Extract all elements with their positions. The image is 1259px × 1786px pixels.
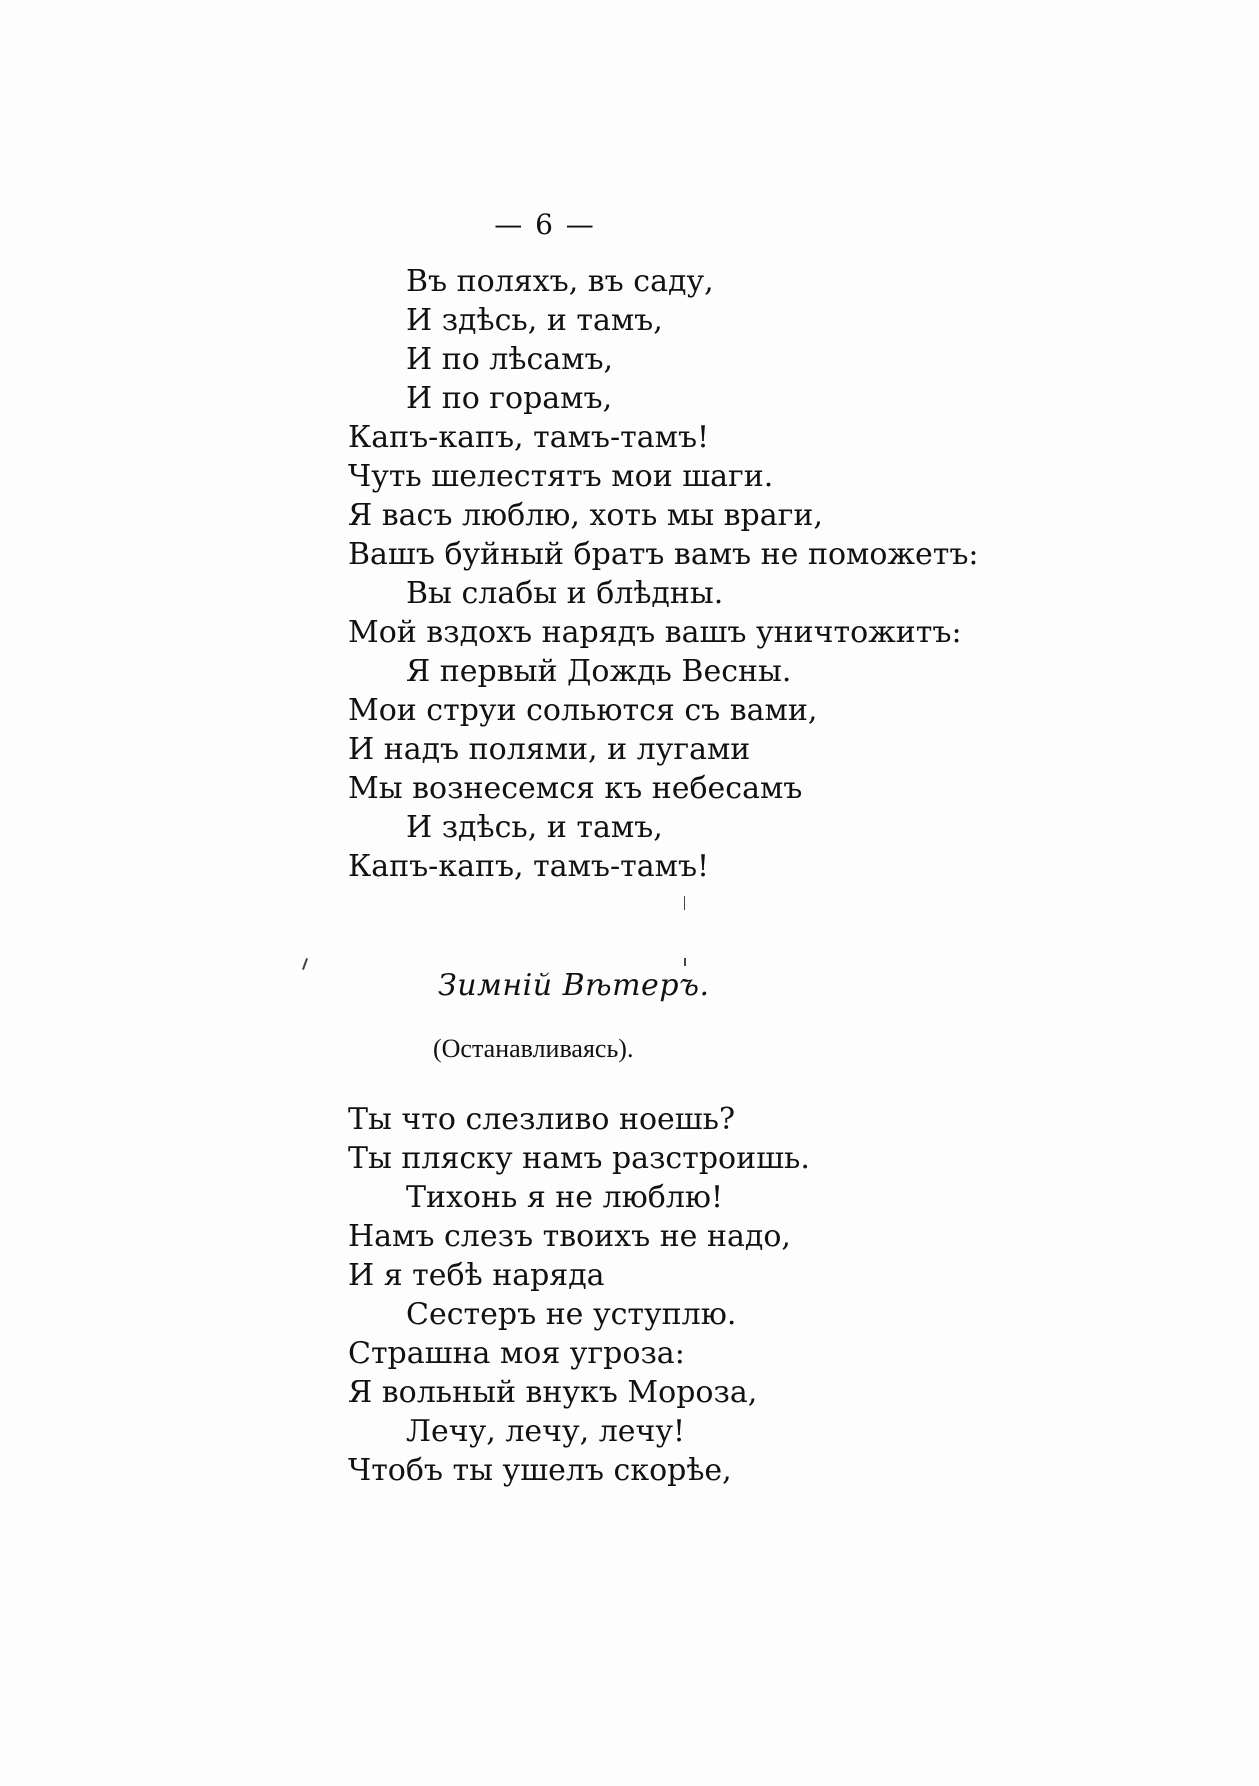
verse-line: Въ поляхъ, въ саду, xyxy=(406,264,714,299)
verse-line: Мы вознесемся къ небесамъ xyxy=(348,771,803,806)
margin-speck xyxy=(684,896,685,910)
verse-line: Я первый Дождь Весны. xyxy=(406,654,792,689)
verse-line: Намъ слезъ твоихъ не надо, xyxy=(348,1219,791,1254)
verse-line: Страшна моя угроза: xyxy=(348,1336,685,1371)
stanza-one xyxy=(348,262,979,886)
verse-line: И по горамъ, xyxy=(406,381,613,416)
verse-line: Ты пляску намъ разстроишь. xyxy=(348,1141,810,1176)
verse-line: И надъ полями, и лугами xyxy=(348,732,751,767)
verse-line: Ты что слезливо ноешь? xyxy=(348,1102,736,1137)
verse-line: Мои струи сольются съ вами, xyxy=(348,693,818,728)
verse-line: И я тебѣ наряда xyxy=(348,1258,605,1293)
verse-line: Я васъ люблю, хоть мы враги, xyxy=(348,498,823,533)
verse-line: Чтобъ ты ушелъ скорѣе, xyxy=(348,1453,732,1488)
verse-line: Я вольный внукъ Мороза, xyxy=(348,1375,758,1410)
verse-line: И здѣсь, и тамъ, xyxy=(406,810,663,845)
stanza-two xyxy=(348,1100,810,1490)
verse-line: Лечу, лечу, лечу! xyxy=(406,1414,686,1449)
verse-line: Капъ-капъ, тамъ-тамъ! xyxy=(348,420,710,455)
verse-line: Сестеръ не уступлю. xyxy=(406,1297,737,1332)
verse-line: Вашъ буйный братъ вамъ не поможетъ: xyxy=(348,537,979,572)
verse-line: Капъ-капъ, тамъ-тамъ! xyxy=(348,849,710,884)
verse-line: Мой вздохъ нарядъ вашъ уничтожитъ: xyxy=(348,615,962,650)
speaker-heading: Зимній Вѣтеръ. xyxy=(438,968,710,1003)
verse-line: Чуть шелестятъ мои шаги. xyxy=(348,459,774,494)
margin-speck xyxy=(684,958,686,966)
page-number: — 6 — xyxy=(494,208,596,241)
verse-line: Тихонь я не люблю! xyxy=(406,1180,724,1215)
verse-line: Вы слабы и блѣдны. xyxy=(406,576,724,611)
verse-line: И по лѣсамъ, xyxy=(406,342,614,377)
verse-line: И здѣсь, и тамъ, xyxy=(406,303,663,338)
margin-speck xyxy=(302,958,308,970)
stage-direction: (Останавливаясь). xyxy=(433,1034,634,1063)
